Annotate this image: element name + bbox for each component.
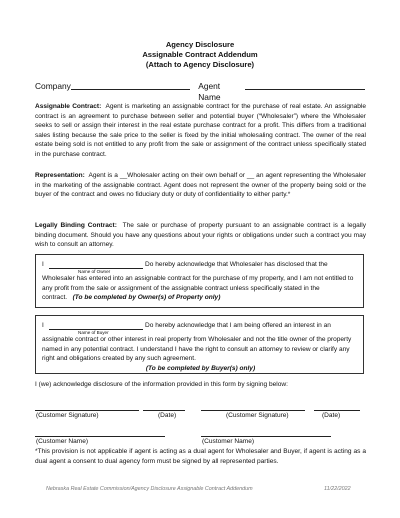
date-line-1[interactable] [143,410,185,411]
customer-name-label-2: (Customer Name) [202,438,255,445]
footer-source: Nebraska Real Estate Commission/Agency Disclosure Assignable Contract Addendum [46,486,253,492]
company-field[interactable] [71,81,190,90]
company-agent-row [35,81,365,103]
legally-binding-text: The sale or purchase of property pursuant to an assignable contract is a legally binding document. Should you have any questions about your rights or obligations under such a contract you may wish to consult an attorney. [35,222,366,249]
document-attach-note: (Attach to Agency Disclosure) [145,60,255,69]
customer-signature-label-1: (Customer Signature) [36,412,99,419]
owner-acknowledgment-box [35,254,364,308]
buyer-completed-by: (To be completed by Buyer(s) only) [145,365,256,372]
footer-date: 11/22/2022 [324,486,351,492]
owner-ack-line1: Do hereby acknowledge that Wholesaler has disclosed that the [145,261,328,268]
agent-name-label: Agent Name [198,81,221,102]
assignable-contract-section [35,102,366,160]
customer-signature-line-2[interactable] [201,410,305,411]
owner-completed-by: (To be completed by Owner(s) of Property only) [72,294,221,302]
legally-binding-section [35,221,366,250]
representation-section [35,171,366,200]
agent-name-field[interactable] [245,81,365,90]
legally-binding-heading: Legally Binding Contract: [35,222,117,229]
owner-ack-body: Wholesaler has entered into an assignable contract for the purchase of my property, and I am not entitled to any profit from the sale or assignment of the assignable contract unless specifically stated in the contract. [42,275,354,302]
owner-name-caption: Name of Owner [78,269,111,274]
assignable-contract-heading: Assignable Contract: [35,103,102,110]
assignable-contract-text: Agent is marketing an assignable contract for the purchase of real estate. An assignable contract is an agreement to purchase between seller and potential buyer (“Wholesaler”) where the Wholesaler seeks to sell or assign their interest in the real estate purchase contract for a profit. This differs from a traditional sales listing because the sale price to the seller is fixed by the initial wholesaling contract. The owner of the real estate being sold is not entitled to any profit from the sale or assignment of the contract unless specifically stated in the purchase contract. [35,103,366,158]
buyer-ack-line1: Do hereby acknowledge that I am being offered an interest in an [145,322,331,329]
acknowledge-statement: I (we) acknowledge disclosure of the information provided in this form by signing below: [35,381,288,388]
buyer-ack-text: assignable contract or other interest in real property from Wholesaler and not the title owner of the property named in any potential contract. I understand I have the right to consult an attorney to review or clarify any right and obligations created by any such agreement. [42,336,352,363]
customer-name-line-1[interactable] [35,436,165,437]
buyer-name-caption: Name of Buyer [78,330,109,335]
date-line-2[interactable] [314,410,360,411]
customer-name-line-2[interactable] [201,436,331,437]
date-label-1: (Date) [158,412,177,419]
customer-signature-line-1[interactable] [35,410,139,411]
date-label-2: (Date) [322,412,341,419]
company-label: Company [35,81,71,91]
buyer-i-label: I [42,322,44,329]
buyer-acknowledgment-box [35,315,364,374]
representation-text: Agent is a __Wholesaler acting on their own behalf or __ an agent representing the Wholesaler in the marketing of the assignable contract. Agent does not represent the owner of the property being sold or the buyer of the contract and owes no fiduciary duty or duty of confidentiality to either party.* [35,172,367,199]
customer-name-label-1: (Customer Name) [36,438,89,445]
owner-i-label: I [42,261,44,268]
representation-heading: Representation: [35,172,85,179]
customer-signature-label-2: (Customer Signature) [226,412,289,419]
dual-agency-footnote: *This provision is not applicable if agent is acting as a dual agent for Wholesaler and Buyer, if agent is acting as a dual agent a consent to dual agency form must be signed by all represented parties. [35,448,366,465]
owner-ack-text [42,274,358,303]
document-subtitle: Assignable Contract Addendum [142,50,258,59]
document-title: Agency Disclosure [165,40,235,49]
